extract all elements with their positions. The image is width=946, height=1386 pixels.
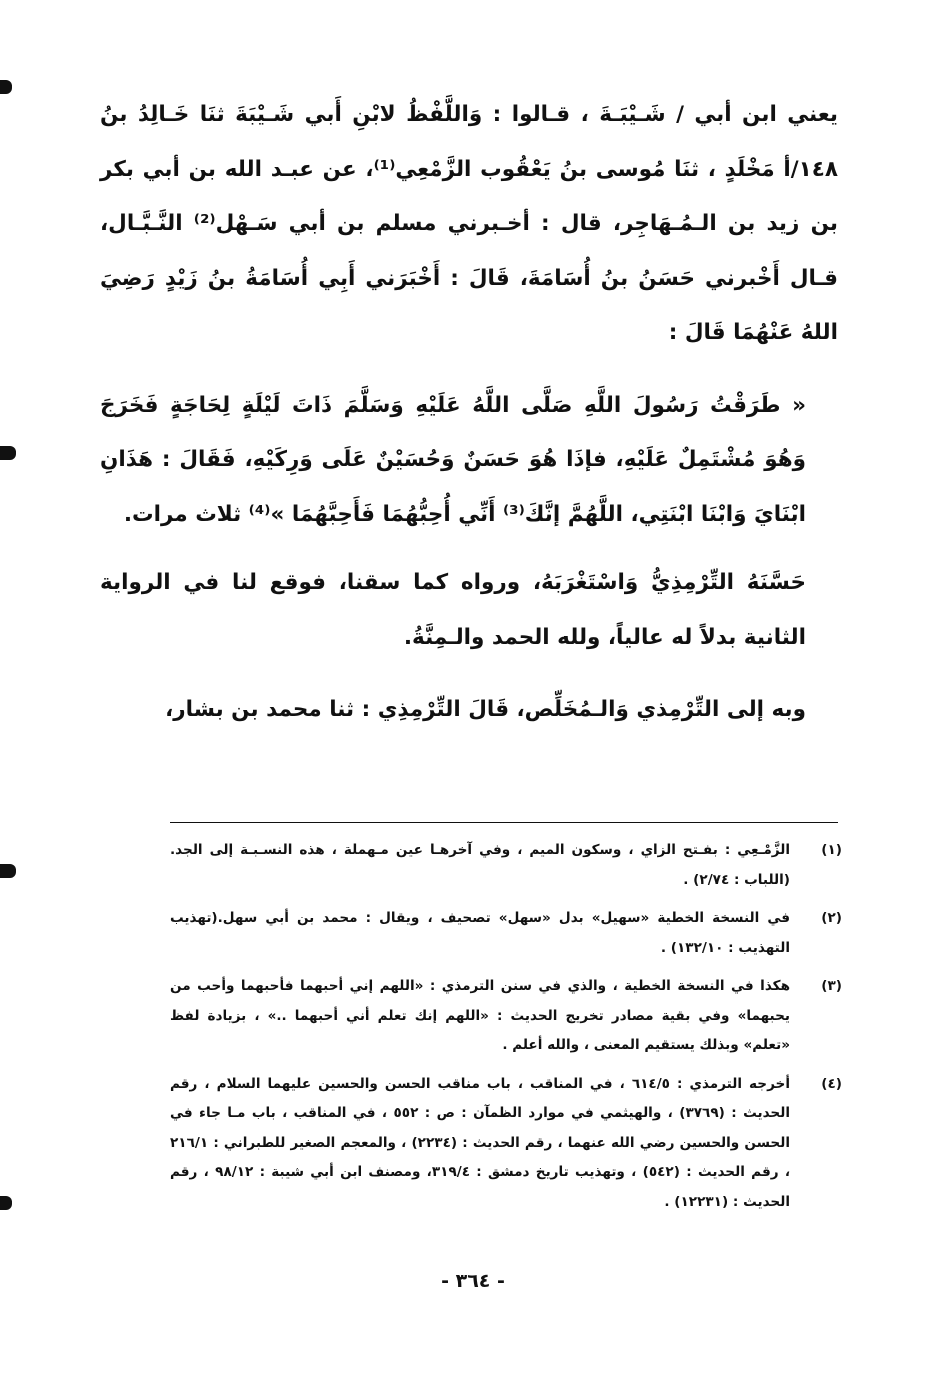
footnote-text: أخرجه الترمذي : ٦١٤/٥ ، في المناقب ، باب مناقب الحسن والحسين عليهما السلام ، رقم الحديث : (٣٧٦٩) ، والهيثمي في موارد الظمآن : ص : ٥٥٢ ، في المناقب ، باب مـا جاء في الحسن والحسين رضي الله عنهما ، رقم الحديث : (٢٢٣٤) ، والمعجم الصغير للطبراني : ٢١٦/١ ، رقم الحديث : (٥٤٢) ، وتهذيب تاريخ دمشق : ٣١٩/٤، ومصنف ابن أبي شيبة : ٩٨/١٢ ، رقم الحديث : (١٢٢٣١) .	[170, 1075, 790, 1210]
footnote-separator	[170, 822, 838, 823]
footnote-text: هكذا في النسخة الخطية ، والذي في سنن الترمذي : «اللهم إني أحبهما فأحبهما وأحب من يحبهما» وفي بقية مصادر تخريج الحديث : «اللهم إنك تعلم أني أحبهما ..» ، بزيادة لفظ «تعلم» وبذلك يستقيم المعنى ، والله أعلم .	[170, 978, 790, 1053]
footnote	[170, 836, 842, 895]
main-text	[100, 88, 838, 738]
footnote	[170, 904, 842, 963]
paragraph-isnad: يعني ابن أبي / شَـيْبَـةَ ، قـالوا : وَاللَّفْظُ لابْنِ أَبي شَـيْبَةَ ثنَا خَـالِدُ بنُ ١٤٨/أ مَخْلَدٍ ، ثنَا مُوسى بنُ يَعْقُوب الزَّمْعِي⁽¹⁾، عن عبـد الله بن أبي بكر بن زيد بن الـمُـهَاجِر، قال : أخـبرني مسلم بن أبي سَـهْل⁽²⁾ النَّـبَّـال، قـال أَخْبرني حَسَنُ بنُ أُسَامَةَ، قَالَ : أَخْبَرَني أَبِي أُسَامَةُ بنُ زَيْدٍ رَضِيَ اللهُ عَنْهُمَا قَالَ :	[100, 102, 838, 345]
footnote-text: الزَّمْـعِي : بفـتح الزاي ، وسكون الميم ، وفي آخرهـا عين مـهملة ، هذه النسـبـة إلى الجد.(اللباب : ٢/٧٤) .	[170, 842, 790, 888]
scan-edge-mark	[0, 80, 12, 94]
footnote-number: (٤)	[821, 1075, 842, 1092]
scan-edge-mark	[0, 1196, 12, 1210]
scan-edge-mark	[0, 864, 16, 878]
footnote-number: (٣)	[821, 978, 842, 994]
paragraph-hadith: « طَرَقْتُ رَسُولَ اللَّهِ صَلَّى اللَّهُ عَلَيْهِ وَسَلَّمَ ذَاتَ لَيْلَةٍ لِحَاجَةٍ فَخَرَجَ وَهُوَ مُشْتَمِلٌ عَلَيْهِ، فإذَا هُوَ حَسَنٌ وَحُسَيْنٌ عَلَى وَرِكَيْهِ، فَقَالَ : هَذَانِ ابْنَايَ وَابْنَا ابْنَتِي، اللَّهُمَّ إنَّكَ⁽³⁾ أَنِّي أُحِبُّهُمَا فَأَحِبَّهُمَا »⁽⁴⁾ ثلاث مرات.	[100, 392, 806, 527]
footnote	[170, 1070, 842, 1218]
footnote-number: (٢)	[821, 910, 842, 926]
scan-edge-mark	[0, 446, 16, 460]
footnote-number: (١)	[821, 842, 842, 858]
page-number: - ٣٦٤ -	[441, 1270, 505, 1292]
footnotes	[170, 836, 842, 1226]
footnote	[170, 972, 842, 1061]
paragraph-next-isnad: وبه إلى التِّرْمِذي وَالـمُخَلِّص، قَالَ التِّرْمِذِي : ثنا محمد بن بشار،	[165, 697, 806, 722]
footnote-text: في النسخة الخطية «سهيل» بدل «سهل» تصحيف ، ويقال : محمد بن أبي سهل.(تهذيب التهذيب : ١٣٢/١٠) .	[170, 910, 790, 956]
paragraph-commentary: حَسَّنَهُ التِّرْمِذِيُّ وَاسْتَغْرَبَهُ، ورواه كما سقنا، فوقع لنا في الرواية الثانية بدلاً له عالياً، ولله الحمد والـمِنَّةُ.	[100, 570, 806, 650]
